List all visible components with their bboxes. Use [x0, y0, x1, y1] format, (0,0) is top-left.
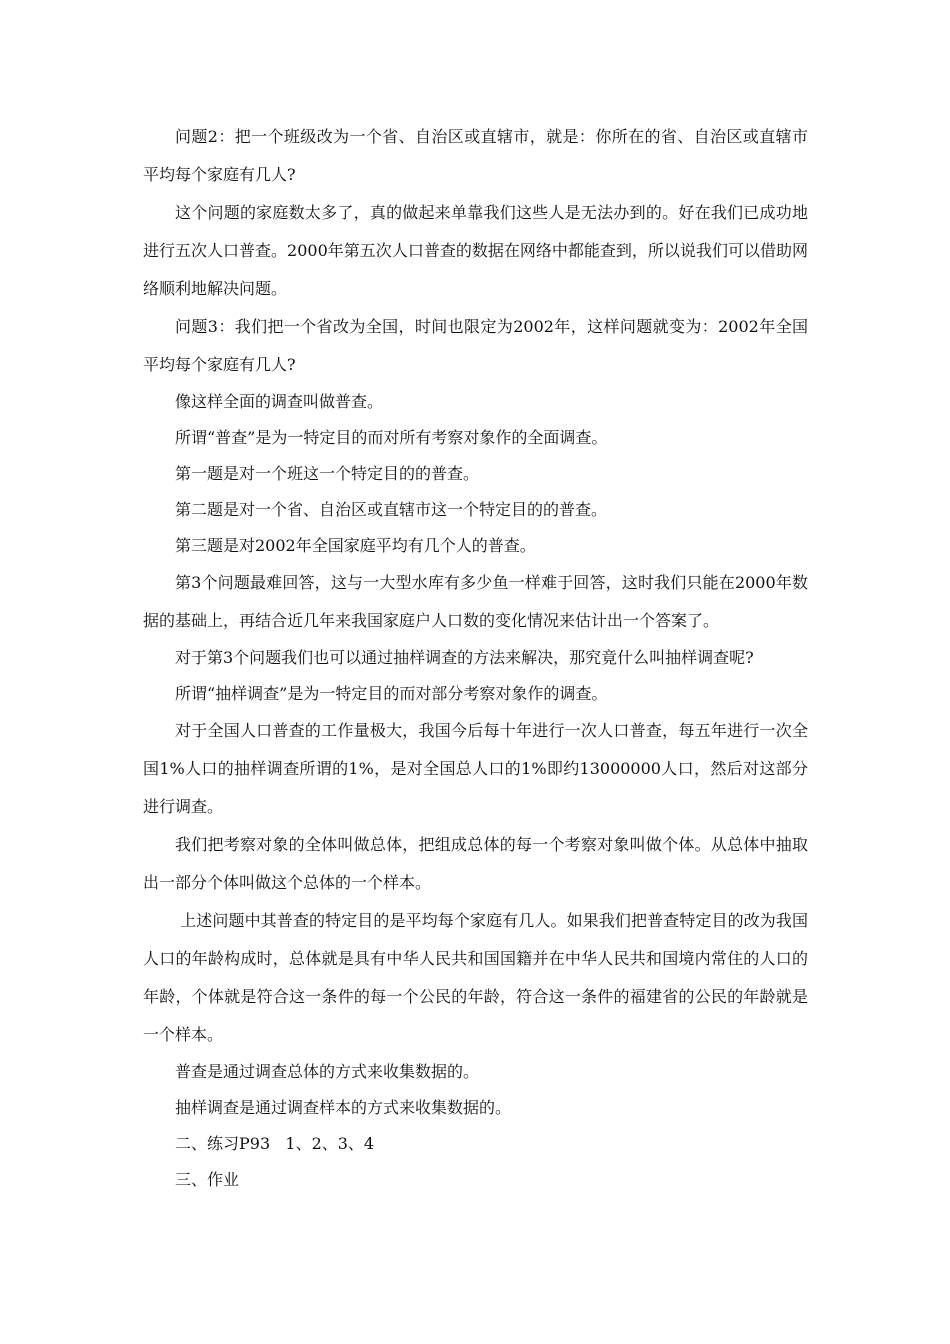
document-body	[143, 118, 808, 1198]
paragraph-census-definition-intro: 像这样全面的调查叫做普查。	[175, 392, 384, 411]
section-homework: 三、作业	[175, 1170, 240, 1189]
paragraph-question-3-difficulty: 第3个问题最难回答，这与一大型水库有多少鱼一样难于回答，这时我们只能在2000年数据的基础上，再结合近几年来我国家庭户人口数的变化情况来估计出一个答案了。	[143, 573, 808, 630]
section-exercises: 二、练习P93 1、2、3、4	[175, 1134, 375, 1153]
paragraph-question-3: 问题3：我们把一个省改为全国，时间也限定为2002年，这样问题就变为：2002年全国平均每个家庭有几人?	[143, 317, 808, 374]
paragraph-sampling-question: 对于第3个问题我们也可以通过抽样调查的方法来解决，那究竟什么叫抽样调查呢?	[175, 648, 754, 667]
paragraph-second-question-note: 第二题是对一个省、自治区或直辖市这一个特定目的的普查。	[175, 500, 608, 519]
paragraph-census-summary: 普查是通过调查总体的方式来收集数据的。	[175, 1062, 480, 1081]
paragraph-census-explanation: 这个问题的家庭数太多了，真的做起来单靠我们这些人是无法办到的。好在我们已成功地进行五次人口普查。2000年第五次人口普查的数据在网络中都能查到，所以说我们可以借助网络顺利地解决问题。	[143, 203, 808, 298]
paragraph-third-question-note: 第三题是对2002年全国家庭平均有几个人的普查。	[175, 536, 536, 555]
paragraph-census-definition: 所谓“普查”是为一特定目的而对所有考察对象作的全面调查。	[175, 428, 608, 447]
paragraph-question-2: 问题2：把一个班级改为一个省、自治区或直辖市，就是：你所在的省、自治区或直辖市平均每个家庭有几人?	[143, 127, 808, 184]
paragraph-first-question-note: 第一题是对一个班这一个特定目的的普查。	[175, 464, 480, 483]
paragraph-sampling-definition: 所谓“抽样调查”是为一特定目的而对部分考察对象作的调查。	[175, 684, 608, 703]
paragraph-population-sample-definition: 我们把考察对象的全体叫做总体，把组成总体的每一个考察对象叫做个体。从总体中抽取出一部分个体叫做这个总体的一个样本。	[143, 835, 808, 892]
paragraph-sampling-summary: 抽样调查是通过调查样本的方式来收集数据的。	[175, 1098, 512, 1117]
paragraph-age-structure-example: 上述问题中其普查的特定目的是平均每个家庭有几人。如果我们把普查特定目的改为我国人口的年龄构成时，总体就是具有中华人民共和国国籍并在中华人民共和国境内常住的人口的年龄，个体就是符合这一条件的每一个公民的年龄，符合这一条件的福建省的公民的年龄就是一个样本。	[143, 911, 808, 1044]
paragraph-national-sampling: 对于全国人口普查的工作量极大，我国今后每十年进行一次人口普查，每五年进行一次全国1%人口的抽样调查所谓的1%，是对全国总人口的1%即约13000000人口，然后对这部分进行调查。	[143, 721, 808, 816]
